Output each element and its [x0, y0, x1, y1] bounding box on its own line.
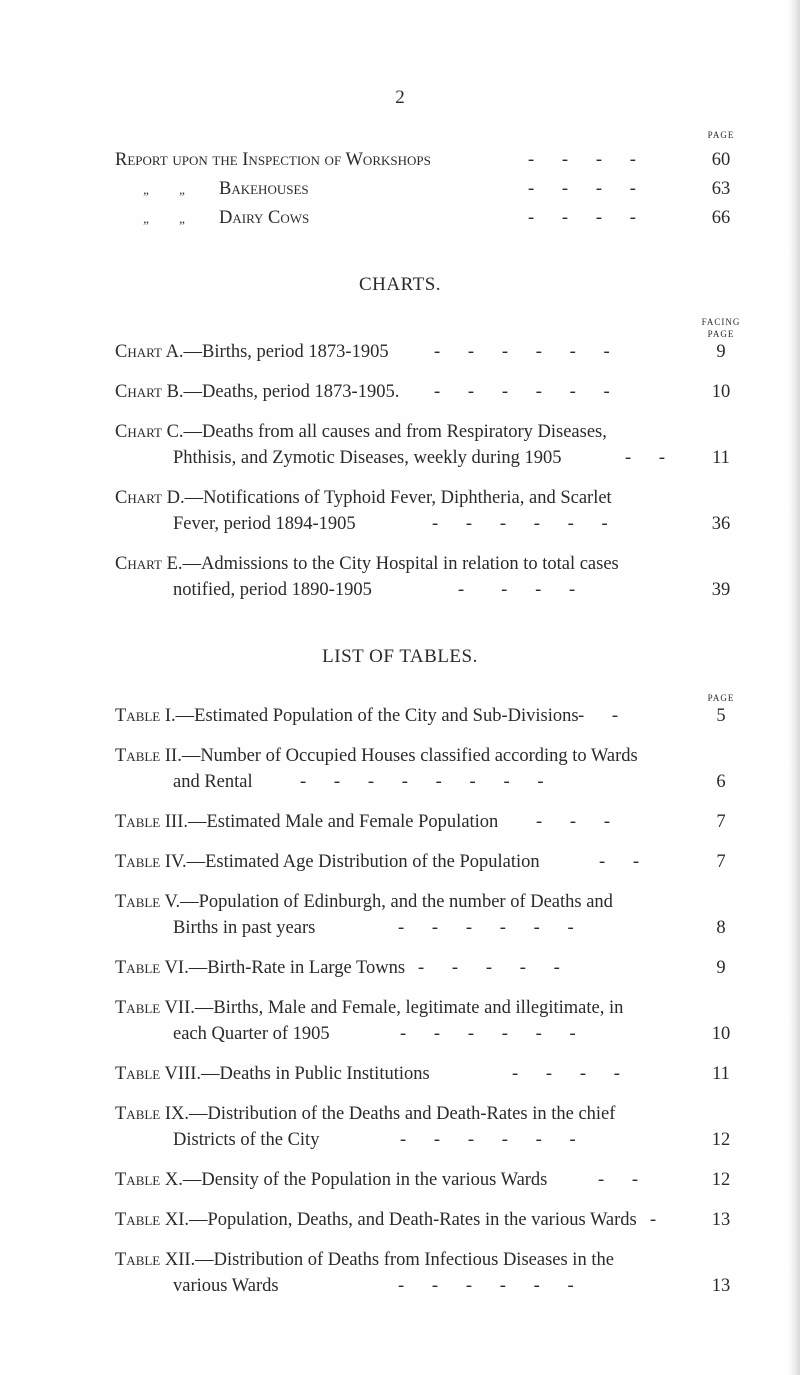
page-label: PAGE	[707, 329, 735, 339]
section-heading-tables: LIST OF TABLES.	[322, 646, 478, 667]
entry-page: 10	[711, 1024, 731, 1044]
leader-dashes: - - - -	[528, 150, 636, 170]
entry-label: Table	[115, 812, 161, 832]
section-heading-charts: CHARTS.	[358, 274, 442, 295]
entry-page: 12	[711, 1130, 731, 1150]
leader-dashes: - - - - - -	[432, 514, 608, 534]
entry-page: 12	[711, 1170, 731, 1190]
leader-dashes: - -	[578, 706, 619, 726]
entry-text: D.—Notifications of Typhoid Fever, Diphtheria, and Scarlet	[166, 488, 612, 508]
entry-text: Fever, period 1894-1905	[173, 514, 356, 534]
entry-text: E.—Admissions to the City Hospital in relation to total cases	[166, 554, 619, 574]
page-column-heading: PAGE	[707, 693, 735, 703]
entry-text: each Quarter of 1905	[173, 1024, 330, 1044]
entry-text: I.—Estimated Population of the City and Sub-Divisions	[164, 706, 579, 726]
entry-label: Table	[115, 1250, 161, 1270]
entry-text: XII.—Distribution of Deaths from Infectious Diseases in the	[164, 1250, 614, 1270]
leader-dashes: - - - -	[512, 1064, 620, 1084]
entry-title: Bakehouses	[219, 179, 309, 199]
entry-text: III.—Estimated Male and Female Population	[164, 812, 499, 832]
entry-text: IX.—Distribution of the Deaths and Death-Rates in the chief	[164, 1104, 616, 1124]
entry-text: V.—Population of Edinburgh, and the number of Deaths and	[164, 892, 613, 912]
ditto-mark: „	[143, 182, 149, 197]
entry-page: 63	[711, 179, 731, 199]
entry-text: various Wards	[173, 1276, 279, 1296]
entry-text: II.—Number of Occupied Houses classified according to Wards	[164, 746, 638, 766]
entry-text: C.—Deaths from all causes and from Respiratory Diseases,	[166, 422, 607, 442]
entry-page: 5	[716, 706, 726, 726]
facing-page-heading	[691, 316, 751, 340]
entry-label: Chart	[115, 382, 162, 402]
entry-text: Phthisis, and Zymotic Diseases, weekly during 1905	[173, 448, 562, 468]
entry-page: 11	[712, 448, 730, 468]
entry-label: Table	[115, 998, 161, 1018]
entry-text: X.—Density of the Population in the various Wards	[164, 1170, 548, 1190]
entry-label: Table	[115, 958, 161, 978]
entry-label: Chart	[115, 422, 162, 442]
entry-text: notified, period 1890-1905	[173, 580, 372, 600]
ditto-mark: „	[179, 182, 185, 197]
entry-page: 10	[711, 382, 731, 402]
entry-text: and Rental	[173, 772, 253, 792]
entry-page: 7	[716, 812, 726, 832]
facing-label: FACING	[701, 317, 741, 327]
entry-title: Report upon the Inspection of Workshops	[115, 150, 431, 170]
entry-page: 60	[711, 150, 731, 170]
entry-page: 13	[711, 1276, 731, 1296]
leader-dashes: - - - - - -	[400, 1130, 576, 1150]
entry-page: 9	[716, 958, 726, 978]
leader-dashes: - - - - - -	[434, 342, 610, 362]
leader-dashes: - - -	[536, 812, 610, 832]
entry-page: 13	[711, 1210, 731, 1230]
entry-page: 11	[712, 1064, 730, 1084]
page-column-heading: PAGE	[707, 130, 735, 140]
leader-dashes: - -	[598, 1170, 639, 1190]
entry-label: Table	[115, 1104, 161, 1124]
leader-dashes: - - - - - -	[434, 382, 610, 402]
entry-page: 7	[716, 852, 726, 872]
leader-dashes: - - - -	[528, 179, 636, 199]
entry-page: 66	[711, 208, 731, 228]
entry-text: XI.—Population, Deaths, and Death-Rates in the various Wards	[164, 1210, 637, 1230]
entry-label: Table	[115, 892, 161, 912]
entry-text: IV.—Estimated Age Distribution of the Population	[164, 852, 540, 872]
entry-page: 39	[711, 580, 731, 600]
leader-dashes: - - - - - - - -	[300, 772, 544, 792]
entry-text: Births in past years	[173, 918, 316, 938]
entry-label: Chart	[115, 488, 162, 508]
entry-label: Table	[115, 706, 161, 726]
entry-label: Table	[115, 1210, 161, 1230]
leader-dashes: - - - - - -	[398, 918, 574, 938]
entry-label: Table	[115, 1170, 161, 1190]
entry-text: Districts of the City	[173, 1130, 320, 1150]
page-edge-shadow	[788, 0, 800, 1375]
entry-label: Chart	[115, 554, 162, 574]
entry-page: 8	[716, 918, 726, 938]
entry-label: Table	[115, 1064, 161, 1084]
leader-dashes: - - - -	[528, 208, 636, 228]
page-number: 2	[395, 87, 405, 108]
ditto-mark: „	[143, 211, 149, 226]
entry-page: 6	[716, 772, 726, 792]
leader-dashes: - -	[599, 852, 640, 872]
entry-title: Dairy Cows	[219, 208, 310, 228]
entry-label: Table	[115, 746, 161, 766]
entry-page: 36	[711, 514, 731, 534]
leader-dashes: - - - -	[458, 580, 576, 600]
leader-dashes: - - - - -	[418, 958, 560, 978]
entry-label: Table	[115, 852, 161, 872]
entry-text: VII.—Births, Male and Female, legitimate and illegitimate, in	[164, 998, 624, 1018]
ditto-mark: „	[179, 211, 185, 226]
leader-dashes: -	[650, 1210, 657, 1230]
entry-text: A.—Births, period 1873-1905	[165, 342, 389, 362]
entry-text: B.—Deaths, period 1873-1905.	[166, 382, 400, 402]
leader-dashes: - - - - - -	[400, 1024, 576, 1044]
entry-text: VIII.—Deaths in Public Institutions	[164, 1064, 430, 1084]
entry-text: VI.—Birth-Rate in Large Towns	[164, 958, 406, 978]
entry-label: Chart	[115, 342, 162, 362]
leader-dashes: - - - - - -	[398, 1276, 574, 1296]
leader-dashes: - -	[625, 448, 666, 468]
entry-page: 9	[716, 342, 726, 362]
